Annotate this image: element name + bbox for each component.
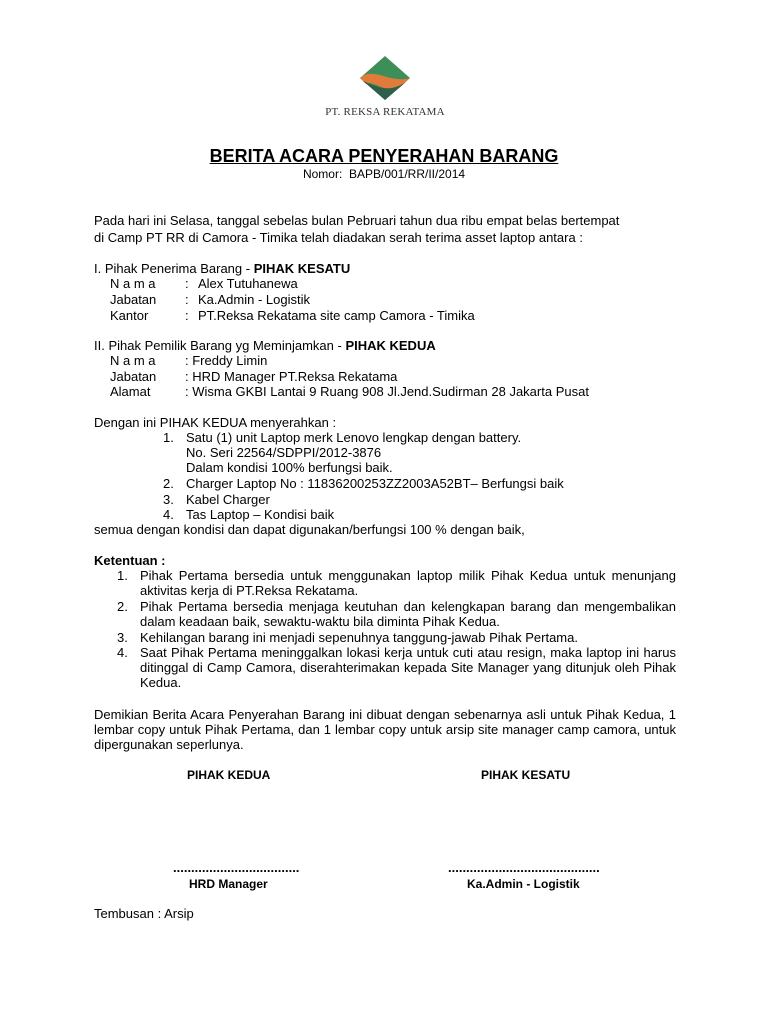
sign-left-party: PIHAK KEDUA — [187, 768, 271, 782]
pihak1-value-jabatan: Ka.Admin - Logistik — [198, 292, 310, 307]
item-3: Kabel Charger — [186, 492, 270, 507]
item-4: Tas Laptop – Kondisi baik — [186, 507, 335, 522]
pihak1-label-kantor: Kantor — [110, 308, 149, 323]
ketentuan-number: 3. — [117, 630, 128, 645]
sign-right-party: PIHAK KESATU — [481, 768, 571, 782]
company-name: PT. REKSA REKATAMA — [325, 106, 445, 118]
document-number: Nomor: BAPB/001/RR/II/2014 — [302, 167, 466, 181]
pihak2-value-nama: : Freddy Limin — [185, 353, 268, 368]
pihak-kedua-heading: II. Pihak Pemilik Barang yg Meminjamkan - PIHAK KEDUA — [94, 338, 436, 353]
sign-left-role: HRD Manager — [189, 877, 268, 891]
pihak1-value-nama: Alex Tutuhanewa — [198, 276, 298, 291]
sign-left-line: ................................... — [173, 860, 300, 875]
pihak2-label-jabatan: Jabatan — [110, 369, 157, 384]
pihak2-value-jabatan: : HRD Manager PT.Reksa Rekatama — [185, 369, 398, 384]
closing-paragraph: Demikian Berita Acara Penyerahan Barang ini dibuat dengan sebenarnya asli untuk Pihak Kedua, 1 lembar copy untuk Pihak Pertama, dan 1 lembar copy untuk arsip site manager camp camora, untuk dipergunakan seperlunya. — [94, 707, 676, 752]
ketentuan-1: Pihak Pertama bersedia untuk menggunakan laptop milik Pihak Kedua untuk menunjang aktivitas kerja di PT.Reksa Rekatama. — [140, 568, 676, 598]
item-2: Charger Laptop No : 11836200253ZZ2003A52BT– Berfungsi baik — [186, 476, 564, 491]
ketentuan-number: 1. — [117, 568, 128, 583]
document-title: BERITA ACARA PENYERAHAN BARANG — [209, 146, 559, 166]
ketentuan-number: 2. — [117, 599, 128, 614]
serah-intro: Dengan ini PIHAK KEDUA menyerahkan : — [94, 415, 337, 430]
ketentuan-heading: Ketentuan : — [94, 553, 166, 568]
item-1-line-1: Satu (1) unit Laptop merk Lenovo lengkap dengan battery. — [186, 430, 522, 445]
item-number: 2. — [163, 476, 174, 491]
tembusan: Tembusan : Arsip — [94, 906, 194, 921]
item-1-line-2: No. Seri 22564/SDPPI/2012-3876 — [186, 445, 382, 460]
item-1-line-3: Dalam kondisi 100% berfungsi baik. — [186, 460, 393, 475]
sign-right-line: .......................................... — [448, 860, 600, 875]
item-number: 1. — [163, 430, 174, 445]
item-number: 4. — [163, 507, 174, 522]
pihak1-sep: : — [185, 276, 189, 291]
kondisi-line: semua dengan kondisi dan dapat digunakan/berfungsi 100 % dengan baik, — [94, 522, 525, 537]
pihak1-value-kantor: PT.Reksa Rekatama site camp Camora - Timika — [198, 308, 475, 323]
ketentuan-2: Pihak Pertama bersedia menjaga keutuhan dan kelengkapan barang dan mengembalikan dalam keadaan baik, sewaktu-waktu bila diminta Pihak Kedua. — [140, 599, 676, 629]
pihak2-label-nama: N a m a — [110, 353, 156, 368]
ketentuan-number: 4. — [117, 645, 128, 660]
ketentuan-3: Kehilangan barang ini menjadi sepenuhnya tanggung-jawab Pihak Pertama. — [140, 630, 578, 645]
sign-right-role: Ka.Admin - Logistik — [467, 877, 580, 891]
pihak2-label-alamat: Alamat — [110, 384, 151, 399]
pihak-kesatu-heading: I. Pihak Penerima Barang - PIHAK KESATU — [94, 261, 351, 276]
pihak1-sep: : — [185, 308, 189, 323]
pihak2-value-alamat: : Wisma GKBI Lantai 9 Ruang 908 Jl.Jend.Sudirman 28 Jakarta Pusat — [185, 384, 589, 399]
intro-line-1: Pada hari ini Selasa, tanggal sebelas bulan Pebruari tahun dua ribu empat belas bertempat — [94, 213, 620, 228]
item-number: 3. — [163, 492, 174, 507]
ketentuan-4: Saat Pihak Pertama meninggalkan lokasi kerja untuk cuti atau resign, maka laptop ini harus ditinggal di Camp Camora, diserahterimakan kepada Site Manager yang ditunjuk oleh Pihak Kedua. — [140, 645, 676, 690]
pihak1-label-jabatan: Jabatan — [110, 292, 157, 307]
intro-line-2: di Camp PT RR di Camora - Timika telah diadakan serah terima asset laptop antara : — [94, 230, 583, 245]
pihak1-label-nama: N a m a — [110, 276, 156, 291]
pihak1-sep: : — [185, 292, 189, 307]
